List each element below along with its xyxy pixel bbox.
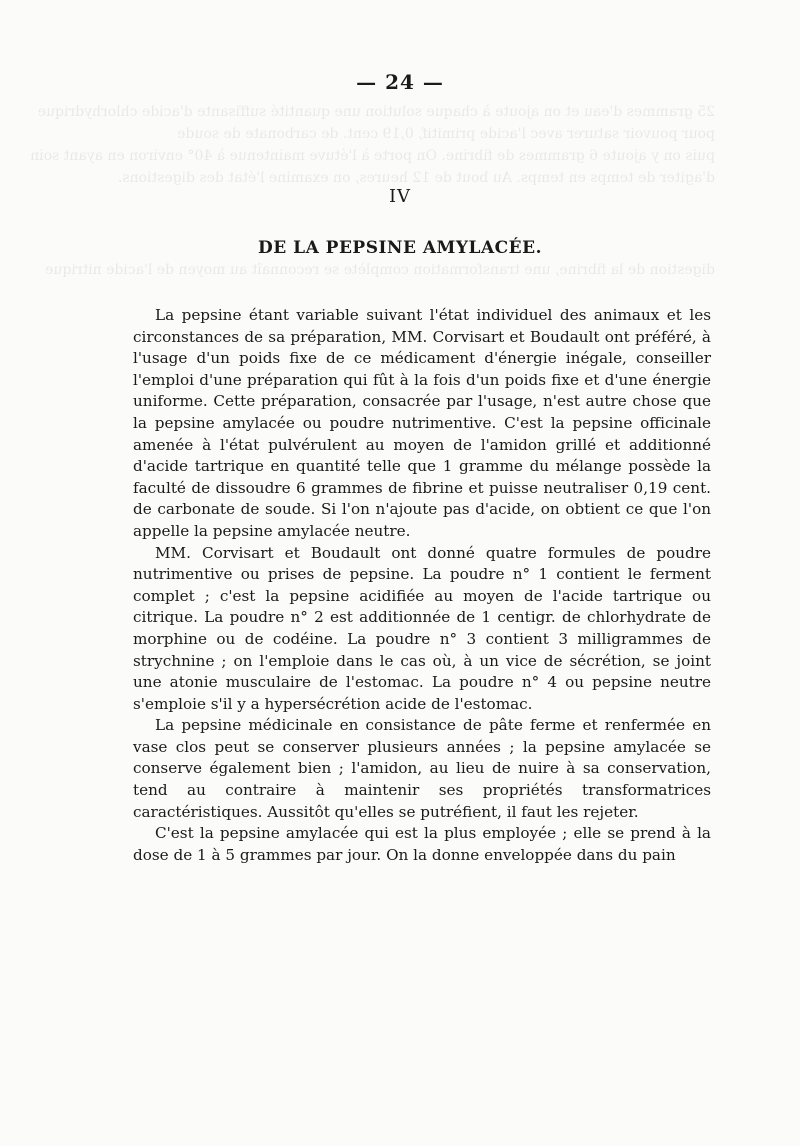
paragraph: La pepsine médicinale en consistance de pâte ferme et renfermée en vase clos peut se conserver plusieurs années ; la pepsine amylacée se conserve également bien ; l'amidon, au lieu de nuire à sa conservation, tend au contraire à maintenir ses propriétés transformatrices caractéristiques. Aussitôt qu'elles se putréfient, il faut les rejeter.: [133, 716, 711, 821]
page-number: — 24 —: [356, 70, 444, 94]
show-through-texture: d'agiter de temps en temps. Au bout de 12 heures, on examine l'état des digestions.: [117, 170, 715, 186]
show-through-texture: pour pouvoir saturer avec l'acide primitif, 0,19 cent. de carbonate de soude: [177, 126, 715, 142]
show-through-texture: puis on y ajoute 6 grammes de fibrine. On porte à l'étuve maintenue à 40° environ en ayant soin: [30, 148, 715, 164]
paragraph: C'est la pepsine amylacée qui est la plus employée ; elle se prend à la dose de 1 à 5 grammes par jour. On la donne enveloppée dans du pain: [133, 824, 711, 864]
body-text: [133, 305, 711, 866]
paragraph: La pepsine étant variable suivant l'état individuel des animaux et les circonstances de sa préparation, MM. Corvisart et Boudault ont préféré, à l'usage d'un poids fixe de ce médicament d'énergie inégale, conseiller l'emploi d'une préparation qui fût à la fois d'un poids fixe et d'une énergie uniforme. Cette préparation, consacrée par l'usage, n'est autre chose que la pepsine amylacée ou poudre nutrimentive. C'est la pepsine officinale amenée à l'état pulvérulent au moyen de l'amidon grillé et additionné d'acide tartrique en quantité telle que 1 gramme du mélange possède la faculté de dissoudre 6 grammes de fibrine et puisse neutraliser 0,19 cent. de carbonate de soude. Si l'on n'ajoute pas d'acide, on obtient ce que l'on appelle la pepsine amylacée neutre.: [133, 306, 711, 540]
chapter-title: DE LA PEPSINE AMYLACÉE.: [258, 238, 542, 258]
show-through-texture: digestion de la fibrine, une transformation complète se reconnaît au moyen de l'acide nitrique: [45, 262, 715, 278]
chapter-numeral: IV: [388, 186, 412, 207]
paragraph: MM. Corvisart et Boudault ont donné quatre formules de poudre nutrimentive ou prises de pepsine. La poudre n° 1 contient le ferment complet ; c'est la pepsine acidifiée au moyen de l'acide tartrique ou citrique. La poudre n° 2 est additionnée de 1 centigr. de chlorhydrate de morphine ou de codéine. La poudre n° 3 contient 3 milligrammes de strychnine ; on l'emploie dans le cas où, à un vice de sécrétion, se joint une atonie musculaire de l'estomac. La poudre n° 4 ou pepsine neutre s'emploie s'il y a hypersécrétion acide de l'estomac.: [133, 543, 711, 713]
show-through-texture: 25 grammes d'eau et on ajoute à chaque solution une quantité suffisante d'acide chlorhydrique: [37, 104, 715, 120]
